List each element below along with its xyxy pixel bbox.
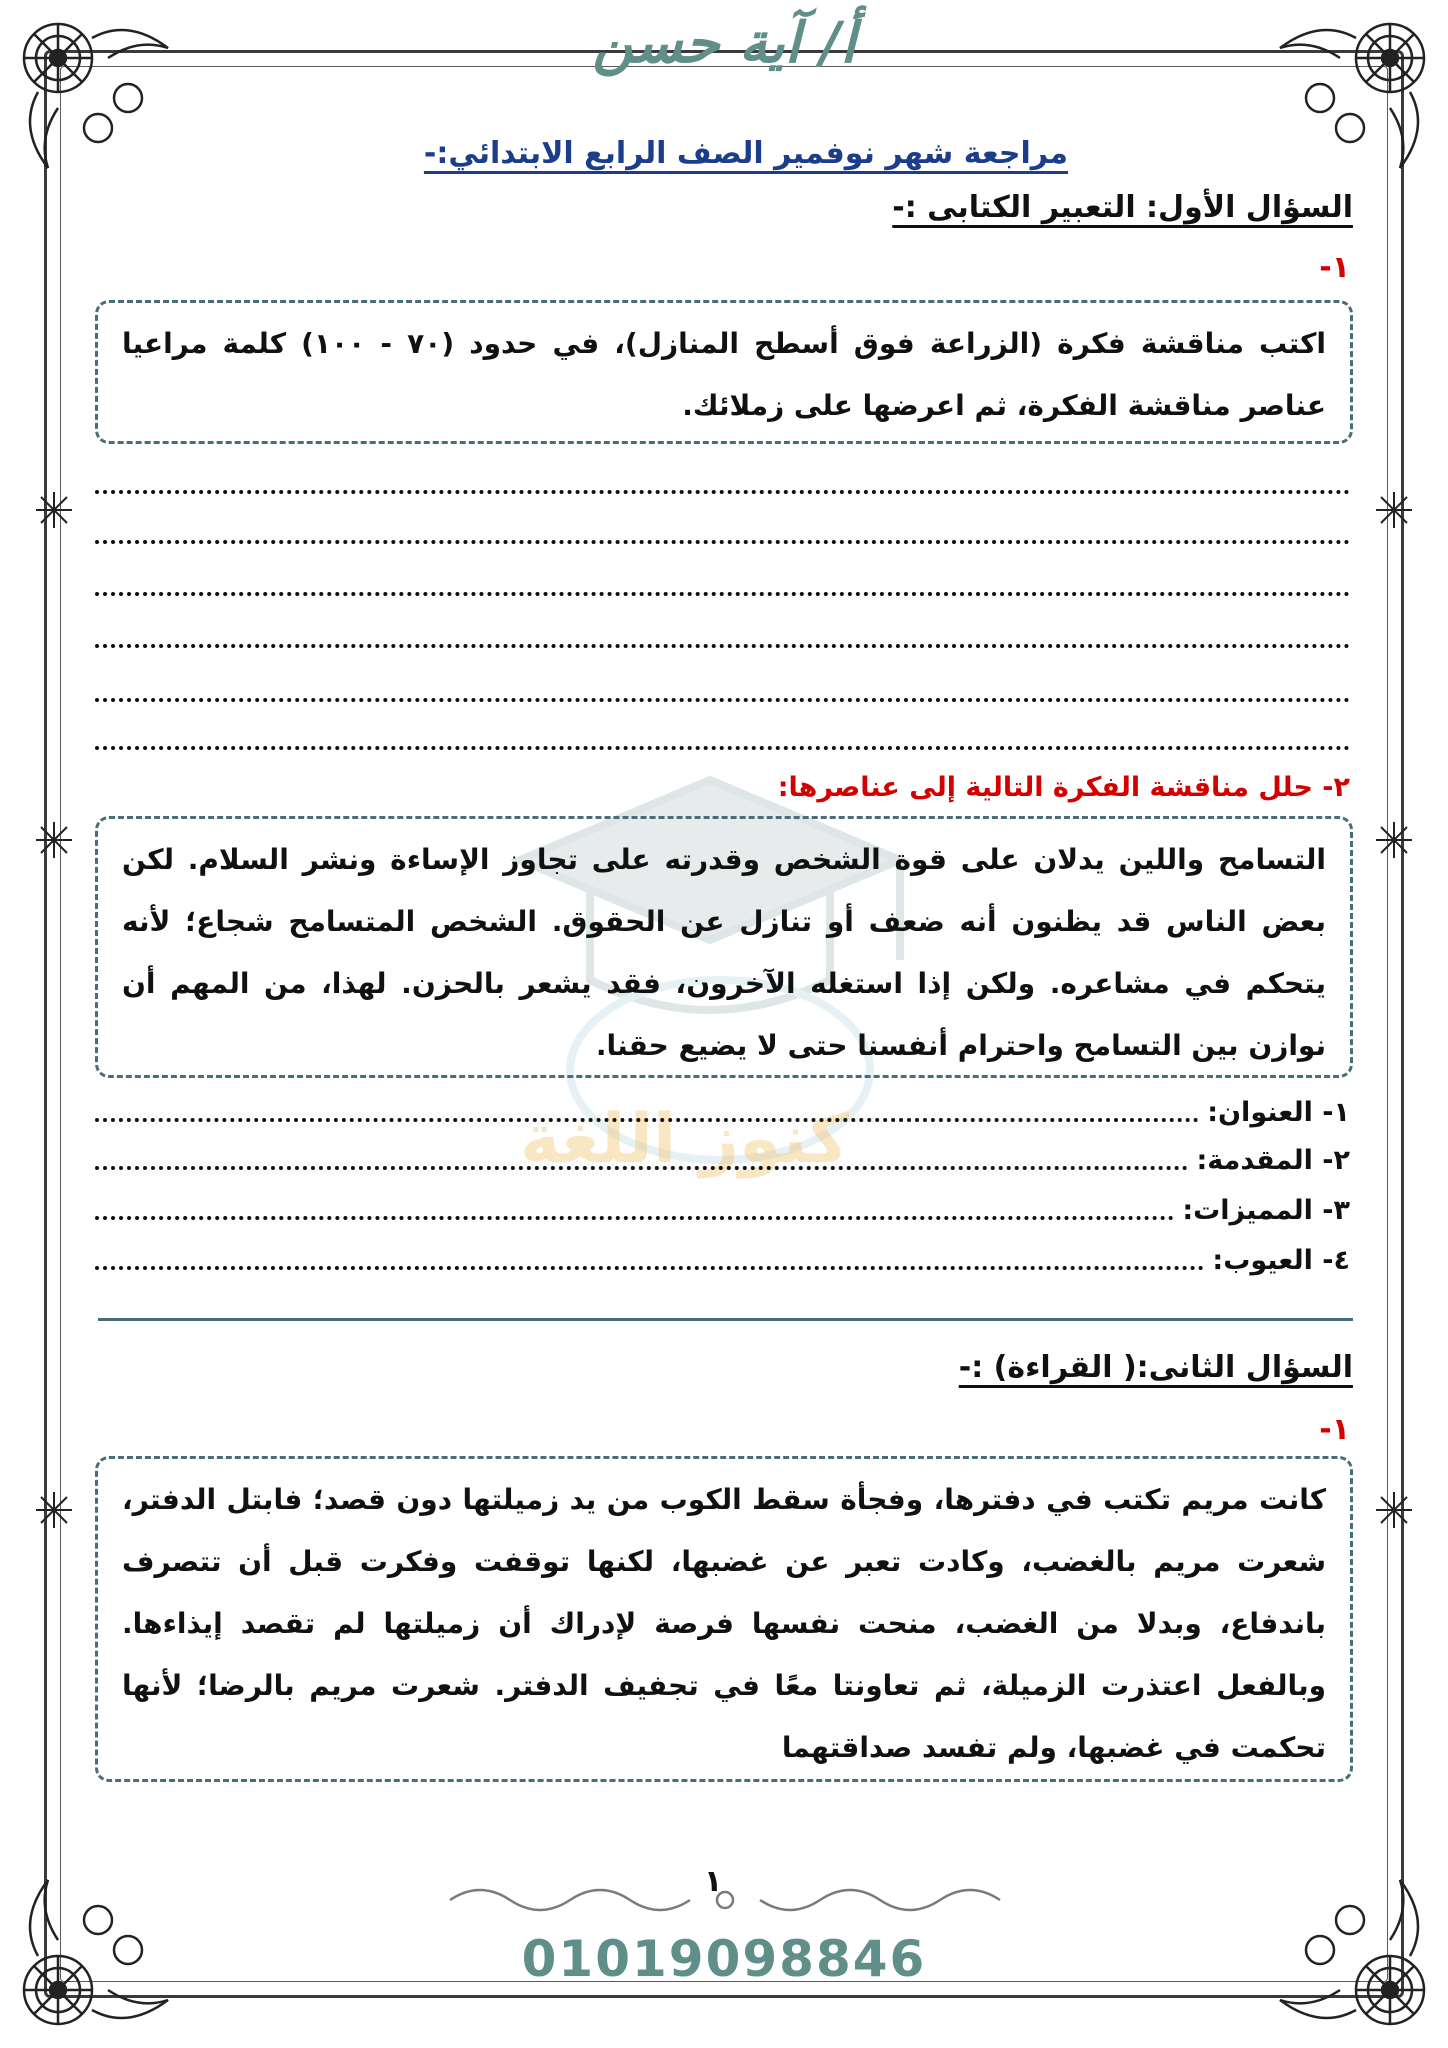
question1-item1-box <box>95 300 1353 444</box>
question1-item2-passage: التسامح واللين يدلان على قوة الشخص وقدرته على تجاوز الإساءة ونشر السلام. لكن بعض الناس قد يظنون أنه ضعف أو تنازل عن الحقوق. الشخص المتسامح شجاع؛ لأنه يتحكم في مشاعره. ولكن إذا استغله الآخرون، فقد يشعر بالحزن. لهذا، من المهم أن نوازن بين التسامح واحترام أنفسنا حتى لا يضيع حقنا. <box>122 843 1326 1062</box>
element-label: ٢- المقدمة: <box>1196 1145 1350 1176</box>
element-label: ١- العنوان: <box>1207 1097 1350 1128</box>
answer-line[interactable] <box>95 540 1350 544</box>
teacher-name: أ/ آية حسن <box>592 10 856 76</box>
question2-heading: السؤال الثانى:( القراءة) :- <box>958 1350 1353 1385</box>
question1-item2-prompt: ٢- حلل مناقشة الفكرة التالية إلى عناصرها: <box>777 772 1350 803</box>
watermark-text: كنوز اللغة <box>520 1100 849 1179</box>
answer-line[interactable] <box>95 698 1350 702</box>
answer-line[interactable] <box>95 644 1350 648</box>
question2-item1-number: ١- <box>1319 1412 1350 1447</box>
flower-ornament-icon <box>34 490 74 530</box>
flower-ornament-icon <box>34 1490 74 1530</box>
answer-line[interactable] <box>95 490 1350 494</box>
question1-item1-text: اكتب مناقشة فكرة (الزراعة فوق أسطح المنازل)، في حدود (٧٠ - ١٠٠) كلمة مراعيا عناصر مناقشة الفكرة، ثم اعرضها على زملائك. <box>122 327 1326 422</box>
flower-ornament-icon <box>1374 490 1414 530</box>
answer-line[interactable] <box>95 1118 1199 1122</box>
question1-item1-number: ١- <box>1319 250 1350 285</box>
element-row-advantages[interactable] <box>95 1186 1350 1226</box>
answer-line[interactable] <box>95 592 1350 596</box>
element-row-disadvantages[interactable] <box>95 1236 1350 1276</box>
element-row-introduction[interactable] <box>95 1136 1350 1176</box>
flower-ornament-icon <box>1374 1490 1414 1530</box>
element-label: ٤- العيوب: <box>1212 1245 1350 1276</box>
answer-line[interactable] <box>95 746 1350 750</box>
page-number: ١ <box>704 1864 723 1899</box>
swirl-ornament-icon <box>440 1880 1010 1920</box>
answer-line[interactable] <box>95 1166 1188 1170</box>
answer-line[interactable] <box>95 1216 1174 1220</box>
question2-passage-box <box>95 1456 1353 1782</box>
element-row-title[interactable] <box>95 1088 1350 1128</box>
page-title: مراجعة شهر نوفمير الصف الرابع الابتدائي:- <box>423 136 1068 171</box>
answer-line[interactable] <box>95 1266 1204 1270</box>
phone-number: 01019098846 <box>521 1930 927 1988</box>
element-label: ٣- المميزات: <box>1182 1195 1350 1226</box>
flower-ornament-icon <box>1374 820 1414 860</box>
flower-ornament-icon <box>34 820 74 860</box>
question1-heading: السؤال الأول: التعبير الكتابى :- <box>892 190 1353 225</box>
question2-passage: كانت مريم تكتب في دفترها، وفجأة سقط الكوب من يد زميلتها دون قصد؛ فابتل الدفتر، شعرت مريم بالغضب، وكادت تعبر عن غضبها، لكنها توقفت وفكرت قبل أن تتصرف باندفاع، وبدلا من الغضب، منحت نفسها فرصة لإدراك أن زميلتها لم تقصد إيذاءها. وبالفعل اعتذرت الزميلة، ثم تعاونتا معًا في تجفيف الدفتر. شعرت مريم بالرضا؛ لأنها تحكمت في غضبها، ولم تفسد صداقتهما <box>122 1483 1326 1764</box>
question1-item2-box <box>95 816 1353 1078</box>
section-divider <box>98 1318 1353 1321</box>
